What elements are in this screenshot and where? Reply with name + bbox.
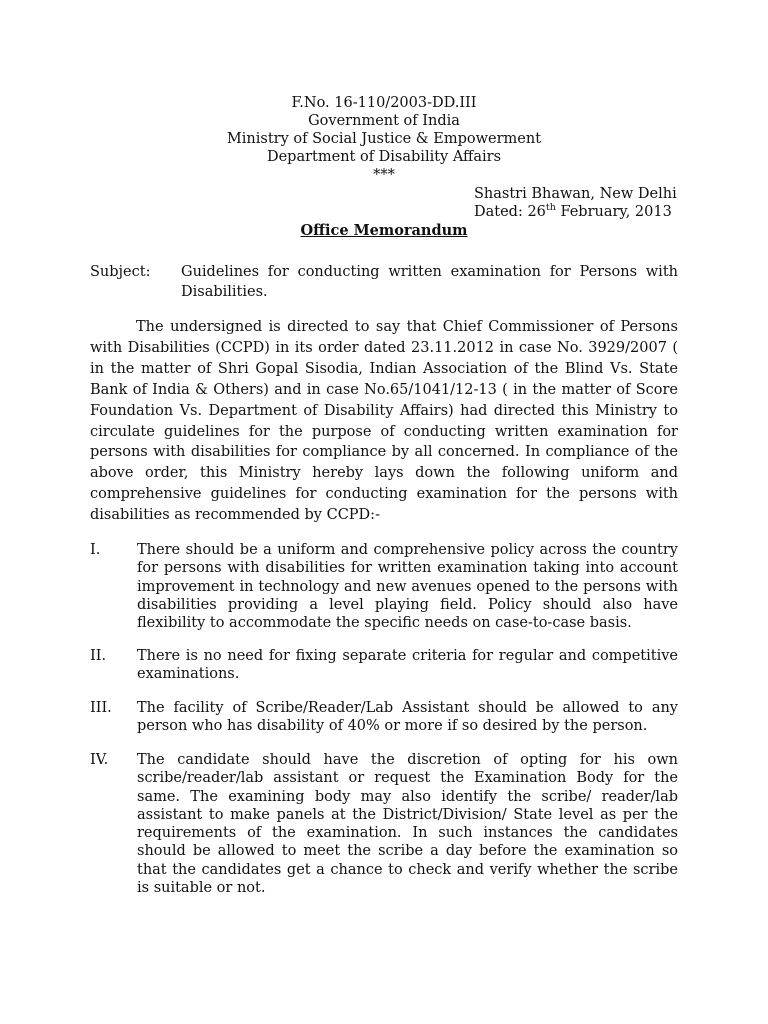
department-line: Department of Disability Affairs: [266, 149, 502, 165]
place-line: Shastri Bhawan, New Delhi: [474, 186, 677, 202]
guideline-number: I.: [90, 542, 101, 558]
guideline-text: The facility of Scribe/Reader/Lab Assistant should be allowed to any person who has disability of 40% or more if so desired by the person.: [137, 700, 678, 735]
guideline-number: IV.: [90, 752, 109, 768]
document-title: Office Memorandum: [300, 222, 468, 239]
date-rest: February, 2013: [555, 204, 672, 220]
intro-paragraph: The undersigned is directed to say that Chief Commissioner of Persons with Disabilities (CCPD) in its order dated 23.11.2012 in case No. 3929/2007 ( in the matter of Shri Gopal Sisodia, Indian Association of the Blind Vs. State Bank of India & Others) and in case No.65/1041/12-13 ( in the matter of Score Foundation Vs. Department of Disability Affairs) had directed this Ministry to circulate guidelines for the purpose of conducting written examination for persons with disabilities for compliance by all concerned. In compliance of the above order, this Ministry hereby lays down the following uniform and comprehensive guidelines for conducting examination for the persons with disabilities as recommended by CCPD:-: [90, 319, 678, 524]
date-prefix: Dated: 26: [474, 204, 546, 220]
date-ordinal: th: [545, 202, 556, 214]
header-separator: ***: [373, 167, 395, 183]
subject-text: Guidelines for conducting written examination for Persons with Disabilities.: [181, 264, 678, 300]
subject-label: Subject:: [90, 264, 151, 280]
file-number: F.No. 16-110/2003-DD.III: [291, 95, 477, 111]
guideline-number: III.: [90, 700, 112, 716]
date-line: [474, 203, 672, 221]
guideline-text: There should be a uniform and comprehensive policy across the country for persons with disabilities for written examination taking into account improvement in technology and new avenues opened to the persons with disabilities providing a level playing field. Policy should also have flexibility to accommodate the specific needs on case-to-case basis.: [137, 542, 678, 632]
ministry-line: Ministry of Social Justice & Empowerment: [226, 131, 542, 147]
government-line: Government of India: [308, 113, 460, 129]
guideline-text: There is no need for fixing separate criteria for regular and competitive examinations.: [137, 648, 678, 683]
guideline-text: The candidate should have the discretion of opting for his own scribe/reader/lab assistant or request the Examination Body for the same. The examining body may also identify the scribe/ reader/lab assistant to make panels at the District/Division/ State level as per the requirements of the examination. In such instances the candidates should be allowed to meet the scribe a day before the examination so that the candidates get a chance to check and verify whether the scribe is suitable or not.: [137, 752, 678, 897]
guideline-number: II.: [90, 648, 107, 664]
